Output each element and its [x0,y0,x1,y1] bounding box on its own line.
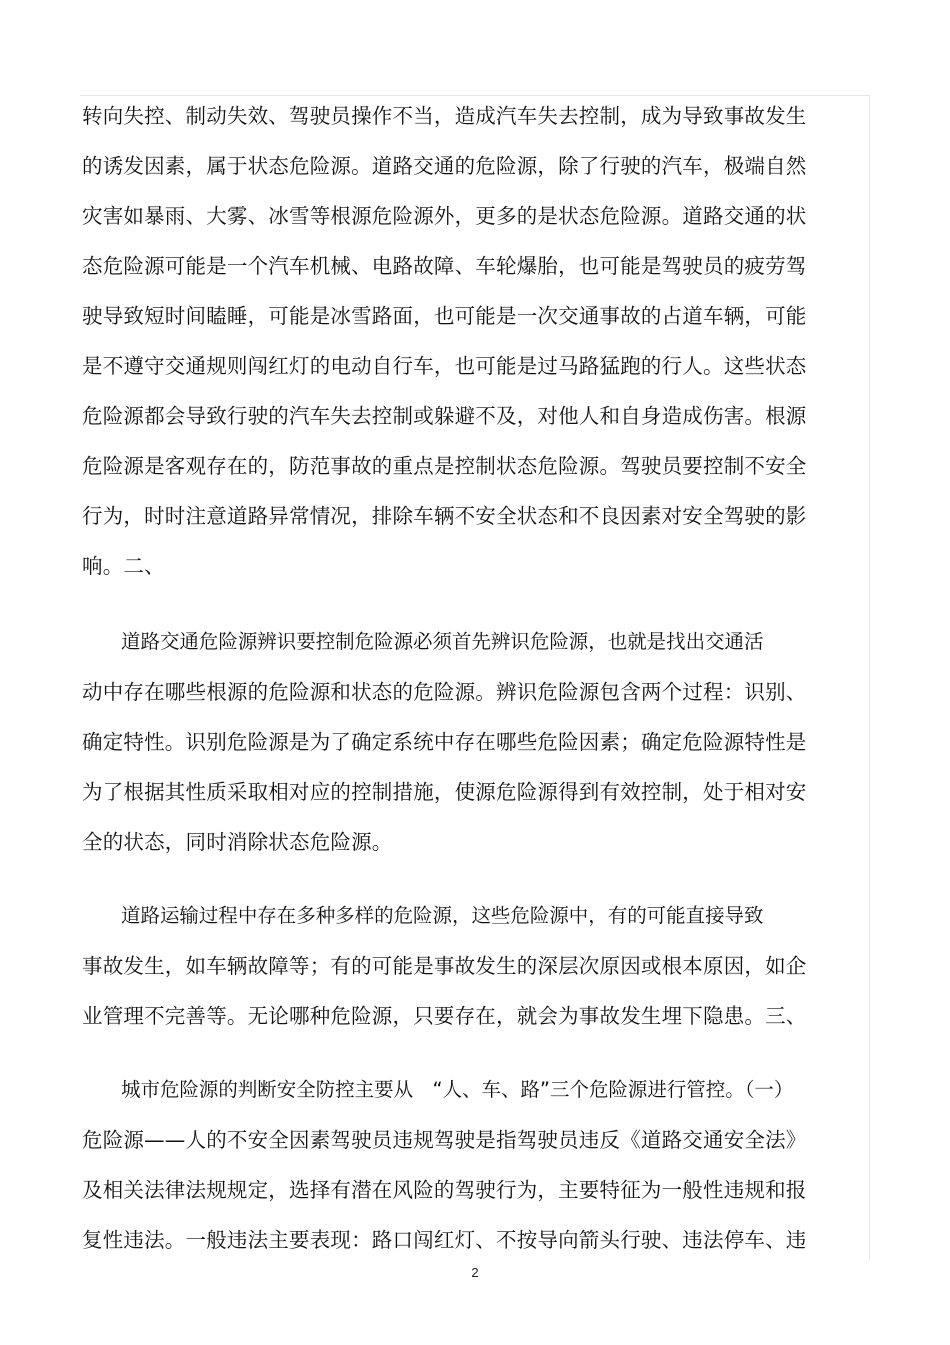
text-line: 的诱发因素，属于状态危险源。道路交通的危险源，除了行驶的汽车，极端自然 [82,154,807,178]
text-line: 是不遵守交通规则闯红灯的电动自行车，也可能是过马路猛跑的行人。这些状态 [82,354,807,378]
text-line: 驶导致短时间瞌睡，可能是冰雪路面，也可能是一次交通事故的占道车辆，可能 [82,304,807,328]
paragraph-first-line: 城市危险源的判断安全防控主要从 “人、车、路”三个危险源进行管控。（一） [121,1078,794,1101]
text-line: 复性违法。一般违法主要表现：路口闯红灯、不按导向箭头行驶、违法停车、违 [82,1228,807,1252]
paragraph-first-line: 道路交通危险源辨识要控制危险源必须首先辨识危险源，也就是找出交通活 [121,630,764,653]
text-line: 危险源都会导致行驶的汽车失去控制或躲避不及，对他人和自身造成伤害。根源 [82,404,807,428]
text-line: 业管理不完善等。无论哪种危险源，只要存在，就会为事故发生埋下隐患。三、 [82,1004,807,1028]
page-number: 2 [471,1265,479,1280]
text-line: 转向失控、制动失效、驾驶员操作不当，造成汽车失去控制，成为导致事故发生 [82,104,807,128]
text-line: 全的状态，同时消除状态危险源。 [82,830,393,854]
text-line: 及相关法律法规规定，选择有潜在风险的驾驶行为，主要特征为一般性违规和报 [82,1178,807,1202]
text-line: 危险源是客观存在的，防范事故的重点是控制状态危险源。驾驶员要控制不安全 [82,454,807,478]
text-line: 动中存在哪些根源的危险源和状态的危险源。辨识危险源包含两个过程：识别、 [82,680,807,704]
text-line: 行为，时时注意道路异常情况，排除车辆不安全状态和不良因素对安全驾驶的影 [82,504,807,528]
text-line: 为了根据其性质采取相对应的控制措施，使源危险源得到有效控制，处于相对安 [82,780,807,804]
text-line: 响。二、 [82,554,165,578]
text-line: 确定特性。识别危险源是为了确定系统中存在哪些危险因素；确定危险源特性是 [82,730,807,754]
text-line: 灾害如暴雨、大雾、冰雪等根源危险源外，更多的是状态危险源。道路交通的状 [82,204,807,228]
paragraph-first-line: 道路运输过程中存在多种多样的危险源，这些危险源中，有的可能直接导致 [121,904,764,927]
text-line: 态危险源可能是一个汽车机械、电路故障、车轮爆胎，也可能是驾驶员的疲劳驾 [82,254,807,278]
text-line: 事故发生，如车辆故障等；有的可能是事故发生的深层次原因或根本原因，如企 [82,954,807,978]
page-border-top [80,95,870,96]
text-line: 危险源——人的不安全因素驾驶员违规驾驶是指驾驶员违反《道路交通安全法》 [82,1128,807,1152]
